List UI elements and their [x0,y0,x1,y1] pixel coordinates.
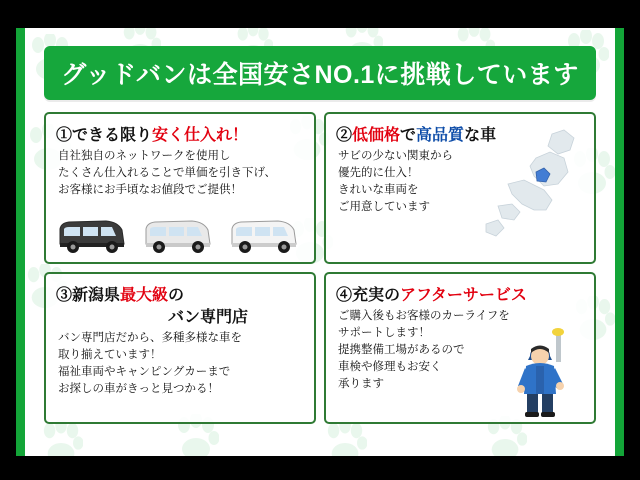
feature-card-4 [324,272,596,424]
feature-card-4-title-highlight: アフターサービス [400,287,527,304]
mechanic-illustration [516,326,586,418]
feature-card-4-line-1: ご購入後もお客様のカーライフを [338,310,510,322]
feature-card-3-body [58,330,306,398]
van-icon [228,216,300,256]
feature-card-3-number: ③ [56,287,73,304]
feature-card-1-number: ① [56,127,73,144]
feature-card-2-line-1: サビの少ない関東から [338,150,453,162]
feature-card-2-number: ② [336,127,353,144]
feature-card-4-title [336,282,586,305]
feature-card-3 [44,272,316,424]
feature-card-2-title-highlight: 低価格 [352,127,401,144]
feature-card-4-number: ④ [336,287,353,304]
three-vans-illustration [56,214,306,256]
feature-card-2-title-mid: で [400,127,417,144]
feature-card-3-title-post: の [168,287,185,304]
feature-card-1-title [56,122,306,145]
feature-card-2-line-2: 優先的に仕入！ [338,167,419,179]
feature-card-2-line-4: ご用意しています [338,201,430,213]
feature-card-3-line-2: 取り揃えています！ [58,349,162,361]
feature-card-grid [44,112,596,432]
feature-card-3-title-line2: バン専門店 [167,309,248,326]
feature-card-1-line-2: たくさん仕入れることで単価を引き下げ、 [58,167,277,179]
feature-card-2-title-post: な車 [464,127,497,144]
feature-card-2-title-highlight2: 高品質 [416,127,465,144]
feature-card-3-title-highlight: 最大級 [120,287,169,304]
feature-card-3-line-4: お探しの車がきっと見つかる！ [58,383,219,395]
van-icon [56,216,128,256]
feature-card-3-title-pre: 新潟県 [72,287,121,304]
feature-card-2-body [338,148,586,216]
feature-card-1-body [58,148,306,199]
content-area [25,28,615,456]
content-frame [16,28,624,456]
feature-card-1-title-pre: できる限り [72,127,153,144]
bottom-bar [0,456,640,480]
feature-card-3-line-1: バン専門店だから、多種多様な車を [58,332,242,344]
feature-card-3-title [56,282,306,305]
van-icon [142,216,214,256]
feature-card-2 [324,112,596,264]
feature-card-3-line-3: 福祉車両やキャンピングカーまで [58,366,231,378]
feature-card-4-line-5: 承ります [338,378,384,390]
headline-text: グッドバンは全国安さNO.1に挑戦しています [61,61,579,89]
feature-card-4-line-4: 車検や修理もお安く [338,361,442,373]
feature-card-1-title-highlight: 安く仕入れ！ [152,127,249,144]
feature-card-4-title-pre: 充実の [352,287,401,304]
feature-card-1 [44,112,316,264]
feature-card-4-line-2: サポートします！ [338,327,430,339]
feature-card-4-line-3: 提携整備工場があるので [338,344,465,356]
feature-card-2-line-3: きれいな車両を [338,184,419,196]
feature-card-1-line-1: 自社独自のネットワークを使用し [58,150,231,162]
headline-banner [44,46,596,100]
feature-card-1-line-3: お客様にお手頃なお値段でご提供！ [58,184,242,196]
